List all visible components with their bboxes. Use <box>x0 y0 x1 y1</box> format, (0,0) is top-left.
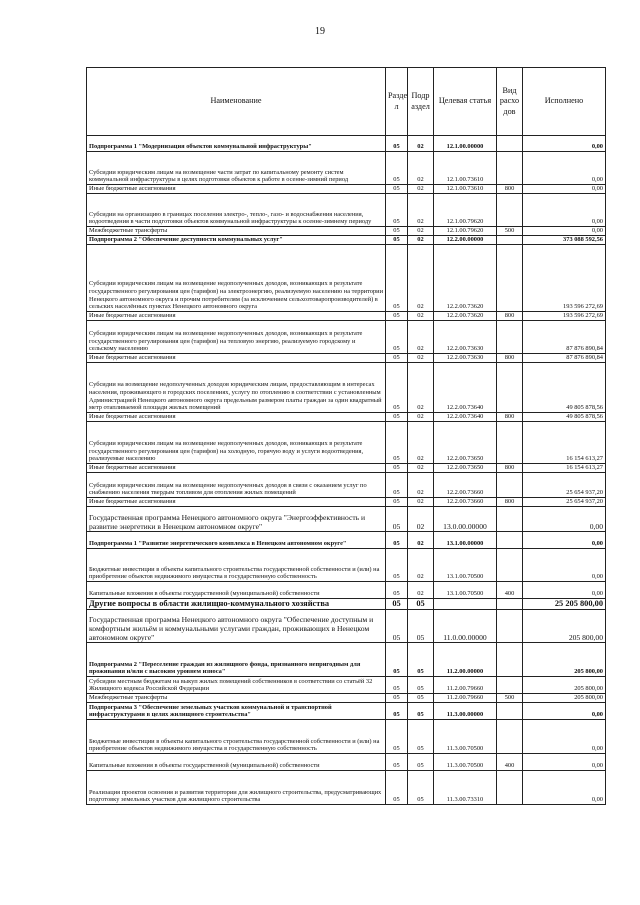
row-expense-type: 800 <box>497 498 523 507</box>
table-row <box>87 720 606 754</box>
budget-table <box>86 67 606 805</box>
row-section: 05 <box>386 413 408 422</box>
row-name: Иные бюджетные ассигнования <box>87 354 386 363</box>
row-subsection: 05 <box>408 771 434 805</box>
row-name: Государственная программа Ненецкого автономного округа "Энергоэффективность и развитие энергетики в Ненецком автономном округе" <box>87 507 386 532</box>
row-amount: 0,00 <box>523 152 606 185</box>
row-name: Субсидии местным бюджетам на выкуп жилых помещений собственников в соответствии со статьёй 32 Жилищного кодекса Российской Федерации <box>87 677 386 694</box>
header-target: Целевая статья <box>434 68 497 136</box>
row-section: 05 <box>386 152 408 185</box>
row-amount: 0,00 <box>523 754 606 771</box>
table-row <box>87 694 606 703</box>
row-expense-type <box>497 643 523 677</box>
row-name: Субсидии юридическим лицам на возмещение недополученных доходов, возникающих в результате государственного регулирования цен (тарифов) на холодную, горячую воду и услуги водоотведения, реализуемые населению <box>87 422 386 464</box>
row-name: Субсидии юридическим лицам на возмещение части затрат по капитальному ремонту систем коммунальной инфраструктуры в целях подготовки объектов к работе в осенне-зимний период <box>87 152 386 185</box>
row-target: 13.1.00.70500 <box>434 549 497 582</box>
table-row <box>87 771 606 805</box>
row-section: 05 <box>386 771 408 805</box>
row-expense-type <box>497 473 523 498</box>
row-target: 12.1.00.79620 <box>434 194 497 227</box>
row-name: Иные бюджетные ассигнования <box>87 185 386 194</box>
table-row <box>87 610 606 643</box>
table-row <box>87 136 606 152</box>
row-subsection: 02 <box>408 413 434 422</box>
row-subsection: 02 <box>408 473 434 498</box>
table-row <box>87 185 606 194</box>
table-body <box>87 136 606 805</box>
row-name: Капитальные вложения в объекты государственной (муниципальной) собственности <box>87 582 386 599</box>
row-target: 12.2.00.73650 <box>434 422 497 464</box>
row-subsection: 02 <box>408 498 434 507</box>
table-row <box>87 354 606 363</box>
row-subsection: 02 <box>408 354 434 363</box>
table-row <box>87 643 606 677</box>
row-section: 05 <box>386 703 408 720</box>
row-subsection: 02 <box>408 236 434 245</box>
row-expense-type: 800 <box>497 464 523 473</box>
row-subsection: 02 <box>408 464 434 473</box>
row-amount: 0,00 <box>523 507 606 532</box>
row-section: 05 <box>386 532 408 549</box>
table-header-row <box>87 68 606 136</box>
row-amount: 0,00 <box>523 549 606 582</box>
row-expense-type: 400 <box>497 754 523 771</box>
row-section: 05 <box>386 507 408 532</box>
row-subsection: 05 <box>408 754 434 771</box>
row-target: 12.2.00.73620 <box>434 312 497 321</box>
row-amount: 16 154 613,27 <box>523 464 606 473</box>
row-section: 05 <box>386 473 408 498</box>
row-target: 12.2.00.73650 <box>434 464 497 473</box>
row-target: 13.0.00.00000 <box>434 507 497 532</box>
row-section: 05 <box>386 498 408 507</box>
table-row <box>87 236 606 245</box>
row-subsection: 02 <box>408 152 434 185</box>
row-section: 05 <box>386 694 408 703</box>
table-row <box>87 312 606 321</box>
row-name: Бюджетные инвестиции в объекты капитального строительства государственной собственности и (или) на приобретение объектов недвижимого имущества в государственную собственность <box>87 549 386 582</box>
table-row <box>87 754 606 771</box>
row-target <box>434 599 497 610</box>
row-amount: 25 205 800,00 <box>523 599 606 610</box>
row-section: 05 <box>386 754 408 771</box>
row-name: Субсидии юридическим лицам на возмещение недополученных доходов в связи с оказанием услуг по снабжению населения твердым топливом для отопления жилых помещений <box>87 473 386 498</box>
row-amount: 205 800,00 <box>523 677 606 694</box>
row-subsection: 05 <box>408 694 434 703</box>
row-subsection: 02 <box>408 227 434 236</box>
row-section: 05 <box>386 677 408 694</box>
table-row <box>87 599 606 610</box>
row-subsection: 05 <box>408 677 434 694</box>
row-amount: 25 654 937,20 <box>523 473 606 498</box>
row-section: 05 <box>386 549 408 582</box>
table-row <box>87 464 606 473</box>
row-name: Межбюджетные трансферты <box>87 694 386 703</box>
row-target: 13.1.00.70500 <box>434 582 497 599</box>
row-name: Субсидии юридическим лицам на возмещение недополученных доходов, возникающих в результате государственного регулирования цен (тарифов) на электроэнергию, реализуемую населению на территории Ненецкого автономного округа и прочим потребителям (за исключением сельхозтоваропроизводителей) в сельских населённых пунктах Ненецкого автономного округа <box>87 245 386 312</box>
row-amount: 49 805 878,56 <box>523 363 606 413</box>
header-name: Наименование <box>87 68 386 136</box>
row-amount: 205 800,00 <box>523 610 606 643</box>
table-row <box>87 245 606 312</box>
row-subsection: 02 <box>408 185 434 194</box>
row-name: Реализация проектов освоения и развития территории для жилищного строительства, предусматривающих подготовку земельных участков для жилищного строительства <box>87 771 386 805</box>
row-subsection: 05 <box>408 643 434 677</box>
row-target: 11.0.00.00000 <box>434 610 497 643</box>
table-row <box>87 703 606 720</box>
table-row <box>87 321 606 354</box>
row-section: 05 <box>386 321 408 354</box>
row-amount: 193 596 272,69 <box>523 312 606 321</box>
row-name: Подпрограмма 2 "Переселение граждан из жилищного фонда, признанного непригодным для проживания и/или с высоким уровнем износа" <box>87 643 386 677</box>
row-subsection: 02 <box>408 507 434 532</box>
table-row <box>87 194 606 227</box>
table-row <box>87 498 606 507</box>
row-section: 05 <box>386 720 408 754</box>
row-subsection: 02 <box>408 549 434 582</box>
row-amount: 205 800,00 <box>523 694 606 703</box>
row-target: 12.2.00.00000 <box>434 236 497 245</box>
row-amount: 87 876 890,84 <box>523 321 606 354</box>
row-expense-type <box>497 703 523 720</box>
row-amount: 0,00 <box>523 185 606 194</box>
row-subsection: 02 <box>408 136 434 152</box>
page-number: 19 <box>315 26 325 37</box>
table-row <box>87 532 606 549</box>
row-amount: 0,00 <box>523 227 606 236</box>
row-amount: 0,00 <box>523 136 606 152</box>
table-row <box>87 413 606 422</box>
row-name: Иные бюджетные ассигнования <box>87 464 386 473</box>
row-expense-type <box>497 236 523 245</box>
table-row <box>87 582 606 599</box>
row-subsection: 02 <box>408 422 434 464</box>
row-section: 05 <box>386 227 408 236</box>
row-expense-type: 800 <box>497 312 523 321</box>
row-amount: 0,00 <box>523 720 606 754</box>
row-expense-type <box>497 194 523 227</box>
row-expense-type: 800 <box>497 185 523 194</box>
row-amount: 373 088 592,56 <box>523 236 606 245</box>
row-target: 11.3.00.73310 <box>434 771 497 805</box>
row-expense-type <box>497 422 523 464</box>
row-target: 12.2.00.73640 <box>434 363 497 413</box>
row-amount: 0,00 <box>523 771 606 805</box>
row-amount: 0,00 <box>523 582 606 599</box>
header-subsection: Подр аздел <box>408 68 434 136</box>
row-amount: 87 876 890,84 <box>523 354 606 363</box>
row-subsection: 02 <box>408 582 434 599</box>
row-section: 05 <box>386 354 408 363</box>
row-section: 05 <box>386 185 408 194</box>
row-expense-type: 400 <box>497 582 523 599</box>
row-expense-type <box>497 363 523 413</box>
row-subsection: 05 <box>408 610 434 643</box>
row-expense-type <box>497 720 523 754</box>
header-executed: Исполнено <box>523 68 606 136</box>
row-subsection: 02 <box>408 194 434 227</box>
row-subsection: 02 <box>408 321 434 354</box>
row-target: 11.3.00.70500 <box>434 720 497 754</box>
row-amount: 49 805 878,56 <box>523 413 606 422</box>
header-expense-type: Вид расхо дов <box>497 68 523 136</box>
row-section: 05 <box>386 363 408 413</box>
row-section: 05 <box>386 236 408 245</box>
row-subsection: 05 <box>408 703 434 720</box>
row-name: Подпрограмма 1 "Развитие энергетического комплекса в Ненецком автономном округе" <box>87 532 386 549</box>
row-name: Субсидии на возмещение недополученных доходов юридическим лицам, предоставляющим в интересах населения, проживающего в городских поселениях, услугу по отоплению в соответствии с установленным Администрацией Ненецкого автономного округа предельным размером платы граждан за один квадратный метр отапливаемой площади жилых помещений <box>87 363 386 413</box>
row-section: 05 <box>386 136 408 152</box>
row-subsection: 02 <box>408 312 434 321</box>
row-target: 12.2.00.73630 <box>434 354 497 363</box>
row-amount: 16 154 613,27 <box>523 422 606 464</box>
row-expense-type <box>497 610 523 643</box>
row-expense-type <box>497 599 523 610</box>
row-target: 13.1.00.00000 <box>434 532 497 549</box>
row-target: 12.2.00.73660 <box>434 473 497 498</box>
row-name: Иные бюджетные ассигнования <box>87 498 386 507</box>
table-row <box>87 473 606 498</box>
row-expense-type <box>497 507 523 532</box>
row-subsection: 02 <box>408 532 434 549</box>
row-target: 12.1.00.00000 <box>434 136 497 152</box>
row-expense-type: 500 <box>497 694 523 703</box>
table-row <box>87 363 606 413</box>
table-row <box>87 549 606 582</box>
row-expense-type: 500 <box>497 227 523 236</box>
row-target: 11.3.00.70500 <box>434 754 497 771</box>
row-amount: 0,00 <box>523 703 606 720</box>
row-target: 12.1.00.73610 <box>434 152 497 185</box>
row-name: Субсидии юридическим лицам на возмещение недополученных доходов, возникающих в результате государственного регулирования цен (тарифов) на тепловую энергию, реализуемую городскому и сельскому населению <box>87 321 386 354</box>
row-section: 05 <box>386 194 408 227</box>
row-target: 11.3.00.00000 <box>434 703 497 720</box>
row-expense-type <box>497 321 523 354</box>
row-name: Другие вопросы в области жилищно-коммунального хозяйства <box>87 599 386 610</box>
row-section: 05 <box>386 245 408 312</box>
row-name: Подпрограмма 2 "Обеспечение доступности коммунальных услуг" <box>87 236 386 245</box>
row-expense-type <box>497 549 523 582</box>
row-section: 05 <box>386 643 408 677</box>
row-subsection: 02 <box>408 245 434 312</box>
row-target: 12.2.00.73640 <box>434 413 497 422</box>
row-expense-type <box>497 771 523 805</box>
table-row <box>87 422 606 464</box>
row-name: Бюджетные инвестиции в объекты капитального строительства государственной собственности и (или) на приобретение объектов недвижимого имущества в государственную собственность <box>87 720 386 754</box>
row-expense-type: 800 <box>497 413 523 422</box>
row-expense-type <box>497 245 523 312</box>
row-name: Подпрограмма 3 "Обеспечение земельных участков коммунальной и транспортной инфраструктурами в целях жилищного строительства" <box>87 703 386 720</box>
row-section: 05 <box>386 599 408 610</box>
row-target: 11.2.00.00000 <box>434 643 497 677</box>
table-row <box>87 507 606 532</box>
row-section: 05 <box>386 582 408 599</box>
row-target: 12.1.00.73610 <box>434 185 497 194</box>
row-expense-type: 800 <box>497 354 523 363</box>
row-expense-type <box>497 136 523 152</box>
row-target: 12.2.00.73630 <box>434 321 497 354</box>
row-name: Межбюджетные трансферты <box>87 227 386 236</box>
row-target: 12.1.00.79620 <box>434 227 497 236</box>
row-amount: 193 596 272,69 <box>523 245 606 312</box>
row-section: 05 <box>386 422 408 464</box>
row-subsection: 02 <box>408 363 434 413</box>
row-section: 05 <box>386 464 408 473</box>
table-row <box>87 677 606 694</box>
row-name: Иные бюджетные ассигнования <box>87 312 386 321</box>
row-amount: 205 800,00 <box>523 643 606 677</box>
row-subsection: 05 <box>408 720 434 754</box>
row-name: Государственная программа Ненецкого автономного округа "Обеспечение доступным и комфортным жильём и коммунальными услугами граждан, проживающих в Ненецком автономном округе" <box>87 610 386 643</box>
header-section: Разде л <box>386 68 408 136</box>
row-name: Подпрограмма 1 "Модернизация объектов коммунальной инфраструктуры" <box>87 136 386 152</box>
row-target: 11.2.00.79660 <box>434 677 497 694</box>
row-section: 05 <box>386 610 408 643</box>
row-section: 05 <box>386 312 408 321</box>
row-name: Субсидии на организацию в границах поселения электро-, тепло-, газо- и водоснабжения населения, водоотведения в части подготовки объектов коммунальной инфраструктуры к осенне-зимнему периоду <box>87 194 386 227</box>
row-amount: 25 654 937,20 <box>523 498 606 507</box>
table-row <box>87 152 606 185</box>
row-subsection: 05 <box>408 599 434 610</box>
row-expense-type <box>497 532 523 549</box>
row-target: 12.2.00.73620 <box>434 245 497 312</box>
row-name: Иные бюджетные ассигнования <box>87 413 386 422</box>
row-name: Капитальные вложения в объекты государственной (муниципальной) собственности <box>87 754 386 771</box>
row-amount: 0,00 <box>523 532 606 549</box>
row-target: 12.2.00.73660 <box>434 498 497 507</box>
row-amount: 0,00 <box>523 194 606 227</box>
row-expense-type <box>497 677 523 694</box>
row-expense-type <box>497 152 523 185</box>
table-row <box>87 227 606 236</box>
row-target: 11.2.00.79660 <box>434 694 497 703</box>
